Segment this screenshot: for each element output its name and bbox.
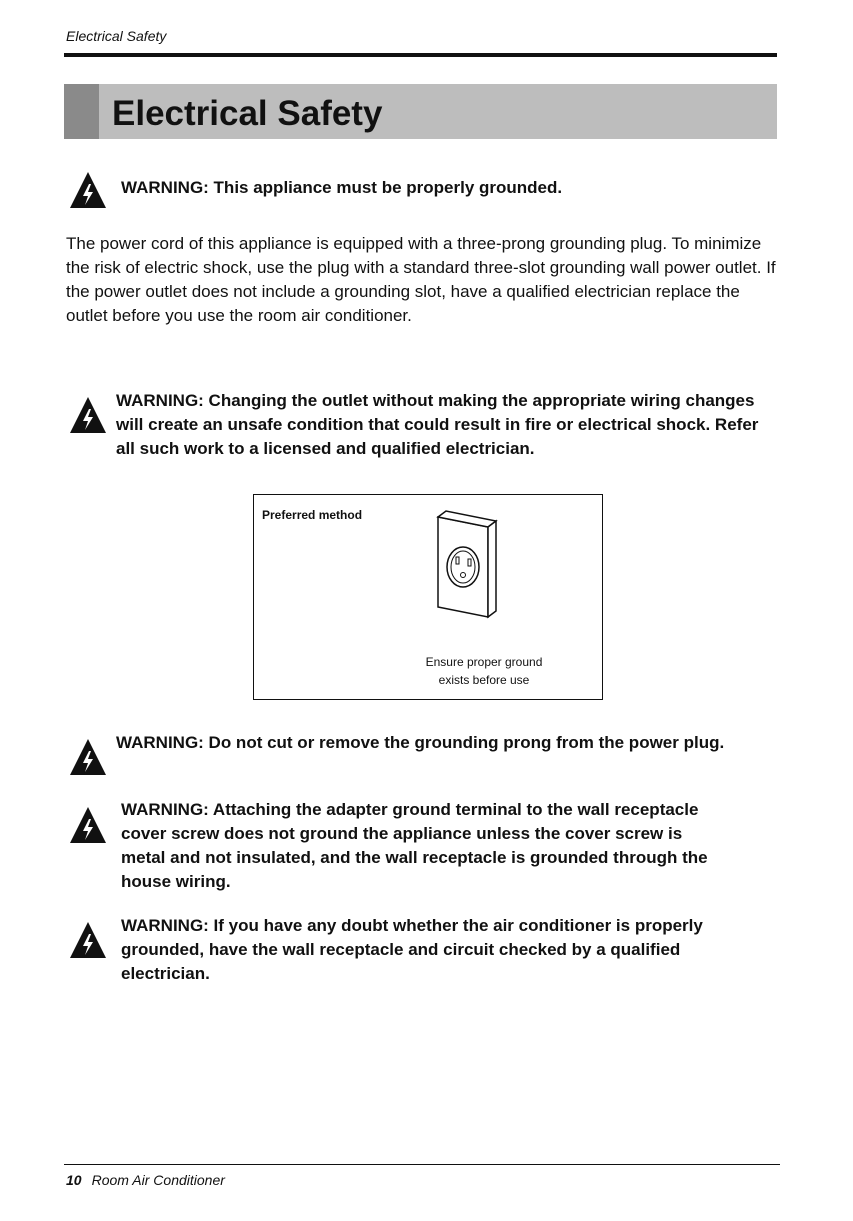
figure-title: Preferred method [262,508,363,522]
figure-caption-line-1: Ensure proper ground [425,655,543,669]
electric-hazard-icon [68,920,108,960]
figure-caption-line-2: exists before use [438,673,530,687]
warning-4: WARNING: Attaching the adapter ground terminal to the wall receptacle cover screw does not ground the appliance unless the cover screw is metal and not insulated, and the wall receptacle is grounded through the house wiring. [121,800,708,891]
warning-1: WARNING: This appliance must be properly grounded. [121,178,563,197]
grounding-paragraph: The power cord of this appliance is equipped with a three-prong grounding plug. To minimize the risk of electric shock, use the plug with a standard three-slot grounding wall power outlet. If the power outlet does not include a grounding slot, have a qualified electrician replace the outlet before you use the room air conditioner. [66,234,776,325]
electric-hazard-icon [68,737,108,777]
page-number: 10 [66,1172,82,1188]
section-title-band [64,84,777,139]
title-tab-marker [64,84,99,139]
header-rule [64,53,777,57]
manual-title: Room Air Conditioner [91,1172,225,1188]
electric-hazard-icon [68,395,108,435]
section-title: Electrical Safety [112,94,383,133]
warning-2: WARNING: Changing the outlet without making the appropriate wiring changes will create an unsafe condition that could result in fire or electrical shock. Refer all such work to a licensed and qualified electrician. [116,391,759,458]
page-footer [66,1172,225,1188]
electric-hazard-icon [68,805,108,845]
preferred-method-figure [253,494,603,700]
warning-5: WARNING: If you have any doubt whether the air conditioner is properly grounded, have the wall receptacle and circuit checked by a qualified electrician. [121,916,703,983]
running-header: Electrical Safety [66,28,167,44]
wall-outlet-icon [432,509,502,621]
warning-3: WARNING: Do not cut or remove the grounding prong from the power plug. [116,733,725,752]
footer-rule [64,1164,780,1165]
electric-hazard-icon [68,170,108,210]
figure-caption [404,653,564,689]
